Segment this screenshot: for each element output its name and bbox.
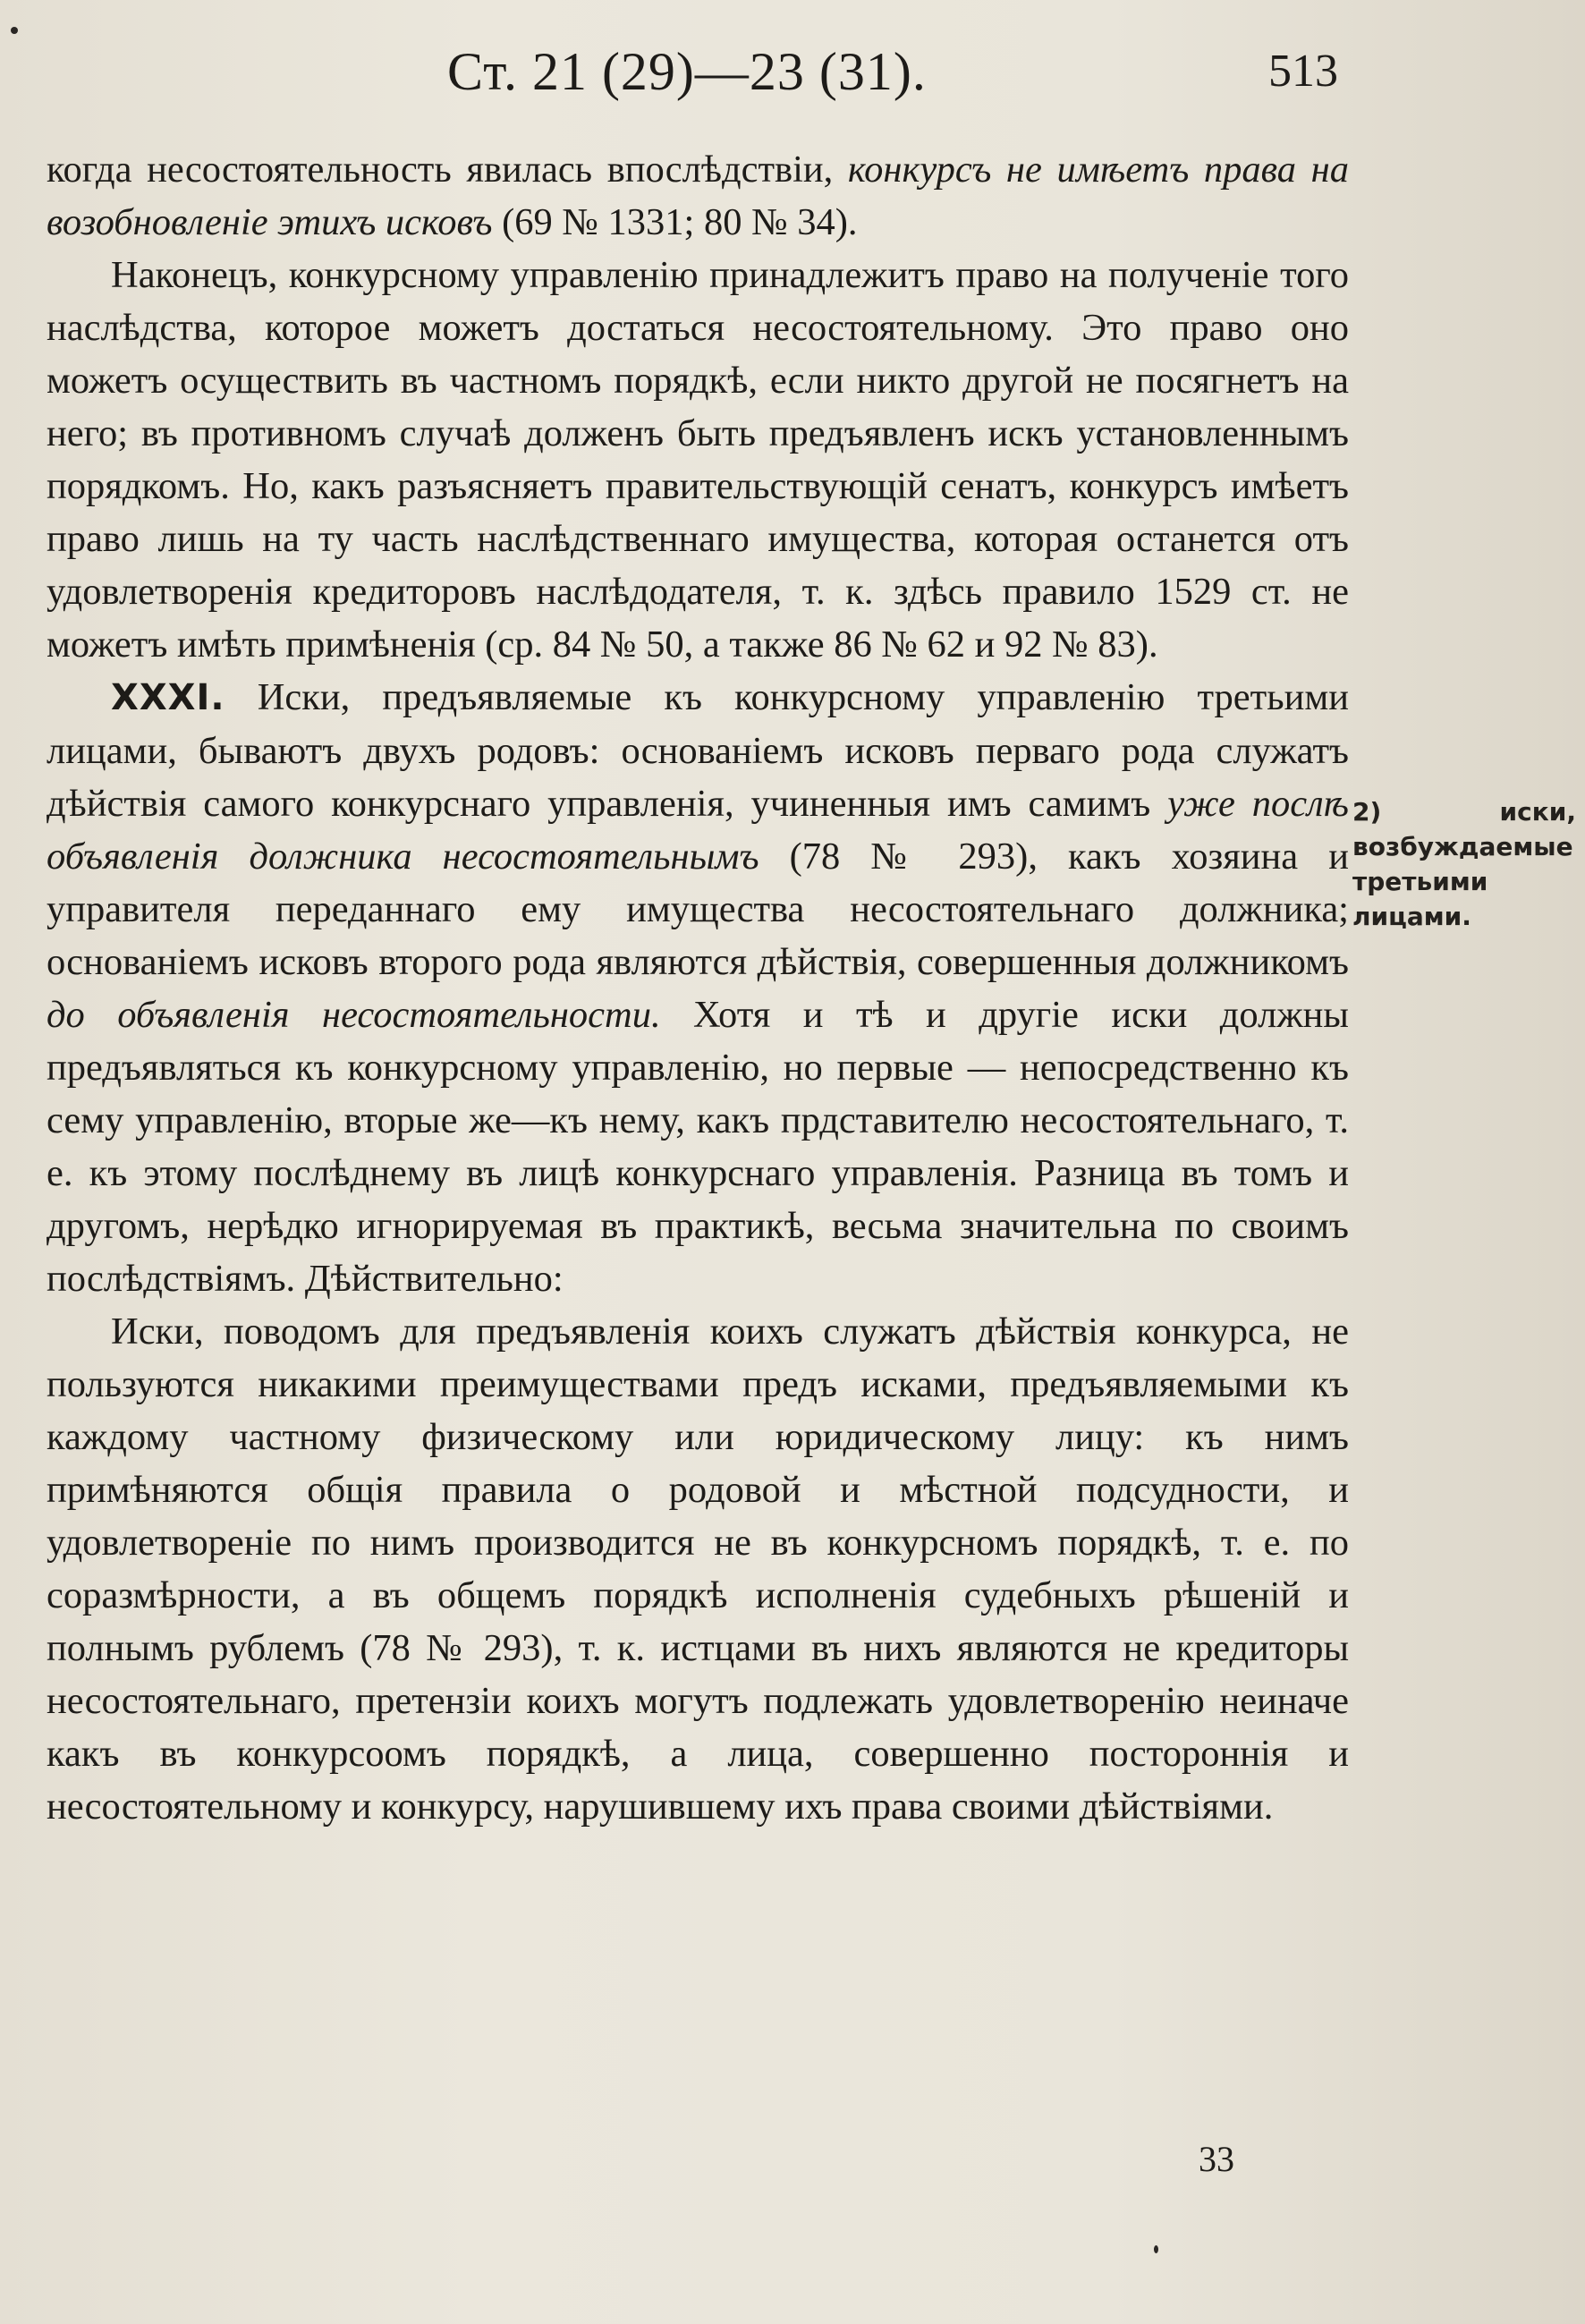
section-number: XXXI. (111, 677, 225, 718)
text-run: Наконецъ, конкурсному управленію принадлежитъ право на полученіе того наслѣдства, которое можетъ достаться несостоятельному. Это право оно можетъ осуществить въ частномъ порядкѣ, если никто другой не посягнетъ на него; въ противномъ случаѣ долженъ быть предъявленъ искъ установленнымъ порядкомъ. Но, какъ разъясняетъ правительствующій сенатъ, конкурсъ имѣетъ право лишь на ту часть наслѣдственнаго имущества, которая останется отъ удовлетворенія кредиторовъ наслѣдодателя, т. к. здѣсь правило 1529 ст. не можетъ имѣть примѣненія (ср. 84 № 50, а также 86 № 62 и 92 № 83). (47, 254, 1349, 666)
signature-mark: 33 (1199, 2139, 1234, 2179)
article-range-title: Ст. 21 (29)—23 (31). (447, 42, 927, 101)
text-run: (69 № 1331; 80 № 34). (492, 201, 858, 243)
text-run: Хотя и тѣ и другіе иски должны предъявляться къ конкурсному управленію, но первые — непосредственно къ сему управленію, вторые же—къ нему, какъ прдставителю несостоятельнаго, т. е. къ этому послѣднему въ лицѣ конкурснаго управленія. Разница въ томъ и другомъ, нерѣдко игнорируемая въ практикѣ, весьма значительна по своимъ послѣдствіямъ. Дѣйствительно: (47, 994, 1349, 1300)
text-run: (78 № 293), какъ хозяина и управителя переданнаго ему имущества несостоятельнаго должника; основаніемъ исковъ второго рода являются дѣйствія, совершенныя должникомъ (47, 835, 1349, 983)
text-run: Иски, поводомъ для предъявленія коихъ служатъ дѣйствія конкурса, не пользуются никакими преимуществами предъ исками, предъявляемыми къ каждому частному физическому или юридическому лицу: къ нимъ примѣняются общія правила о родовой и мѣстной подсудности, и удовлетвореніе по нимъ производится не въ конкурсномъ порядкѣ, т. е. по соразмѣрности, а въ общемъ порядкѣ исполненія судебныхъ рѣшеній и полнымъ рублемъ (78 № 293), т. к. истцами въ нихъ являются не кредиторы несостоятельнаго, претензіи коихъ могутъ подлежать удовлетворенію неиначе какъ въ конкурсоомъ порядкѣ, а лица, совершенно постороннія и несостоятельному и конкурсу, нарушившему ихъ права своими дѣйствіями. (47, 1310, 1349, 1828)
text-run: когда несостоятельность явилась впослѣдствіи, (47, 148, 848, 191)
text-run: Иски, предъявляемые къ конкурсному управленію третьими лицами, бываютъ двухъ родовъ: основаніемъ исковъ перваго рода служатъ дѣйствія самого конкурснаго управленія, учиненныя имъ самимъ (47, 676, 1349, 825)
paragraph (47, 1305, 1349, 1833)
italic-text: конкурсъ не имѣетъ права на возобновленіе этихъ исковъ (47, 148, 1349, 243)
italic-text: уже послѣ объявленія должника несостоятельнымъ (47, 783, 1350, 878)
marginal-note: 2) иски, возбуждаемые третьими лицами. (1352, 797, 1576, 931)
paragraph (47, 249, 1349, 671)
body-text (47, 143, 1349, 1833)
running-head (0, 36, 1585, 116)
print-speck (1154, 2245, 1158, 2253)
paragraph (47, 143, 1349, 249)
print-speck (11, 27, 18, 34)
italic-text: до объявленія несостоятельности. (47, 994, 661, 1036)
page-number: 513 (1268, 46, 1338, 97)
paragraph (47, 671, 1349, 1305)
